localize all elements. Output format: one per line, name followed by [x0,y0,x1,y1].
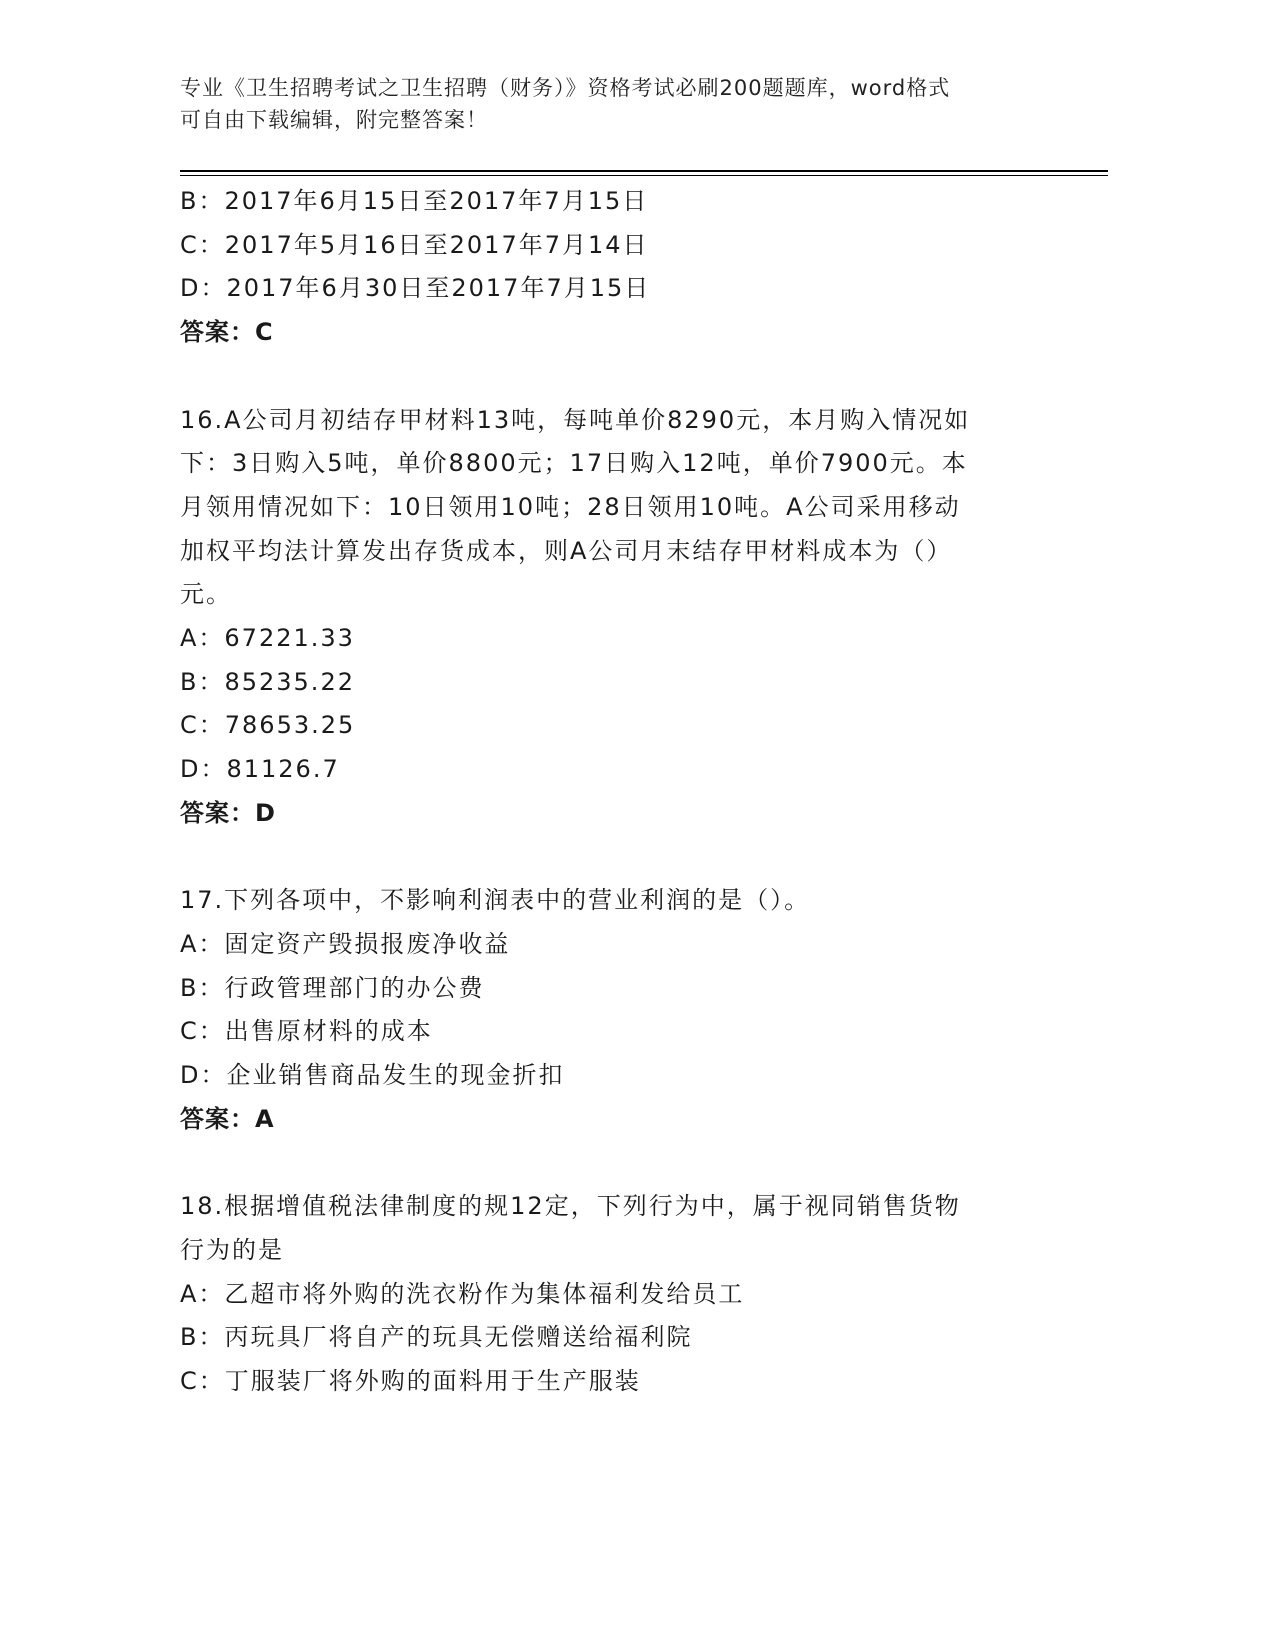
option-b: B：2017年6月15日至2017年7月15日 [180,187,649,215]
answer-line: 答案：A [180,1104,275,1133]
header-title-line-2: 可自由下载编辑，附完整答案！ [180,108,488,132]
header-title-line-1: 专业《卫生招聘考试之卫生招聘（财务）》资格考试必刷200题题库，word格式 [180,76,951,100]
spacer [180,836,1060,880]
option-a: A：固定资产毁损报废净收益 [180,929,511,958]
question-stem-line: 加权平均法计算发出存货成本，则A公司月末结存甲材料成本为（） [180,536,953,565]
question-stem-line: 月领用情况如下：10日领用10吨；28日领用10吨。A公司采用移动 [180,492,961,521]
question-stem-line: 16.A公司月初结存甲材料13吨，每吨单价8290元，本月购入情况如 [180,405,971,434]
spacer [180,355,1060,399]
question-17 [180,879,1060,1141]
question-18 [180,1185,1060,1404]
question-stem-line: 元。 [180,580,232,609]
option-d: D：2017年6月30日至2017年7月15日 [180,274,651,303]
option-c: C：78653.25 [180,711,356,740]
question-stem-line: 下：3日购入5吨，单价8800元；17日购入12吨，单价7900元。本 [180,449,968,478]
option-b: B：丙玩具厂将自产的玩具无偿赠送给福利院 [180,1323,693,1352]
option-c: C：丁服装厂将外购的面料用于生产服装 [180,1366,641,1395]
question-16 [180,399,1060,836]
answer-line: 答案：D [180,798,276,827]
answer-line: 答案：C [180,318,274,347]
question-list [180,180,1060,1404]
option-a: A：67221.33 [180,624,355,653]
option-d: D：企业销售商品发生的现金折扣 [180,1061,565,1090]
option-a: A：乙超市将外购的洗衣粉作为集体福利发给员工 [180,1279,745,1308]
option-d: D：81126.7 [180,755,340,784]
option-b: B：85235.22 [180,667,355,696]
question-stem-line: 行为的是 [180,1235,284,1264]
spacer [180,1141,1060,1185]
question-stem-line: 17.下列各项中，不影响利润表中的营业利润的是（）。 [180,886,811,915]
option-b: B：行政管理部门的办公费 [180,973,485,1002]
question-15 [180,180,1060,355]
header-divider-thin [180,175,1108,176]
option-c: C：出售原材料的成本 [180,1017,433,1046]
document-header [180,72,1060,136]
option-c: C：2017年5月16日至2017年7月14日 [180,230,649,259]
header-divider-thick [180,170,1108,172]
question-stem-line: 18.根据增值税法律制度的规12定，下列行为中，属于视同销售货物 [180,1192,961,1221]
